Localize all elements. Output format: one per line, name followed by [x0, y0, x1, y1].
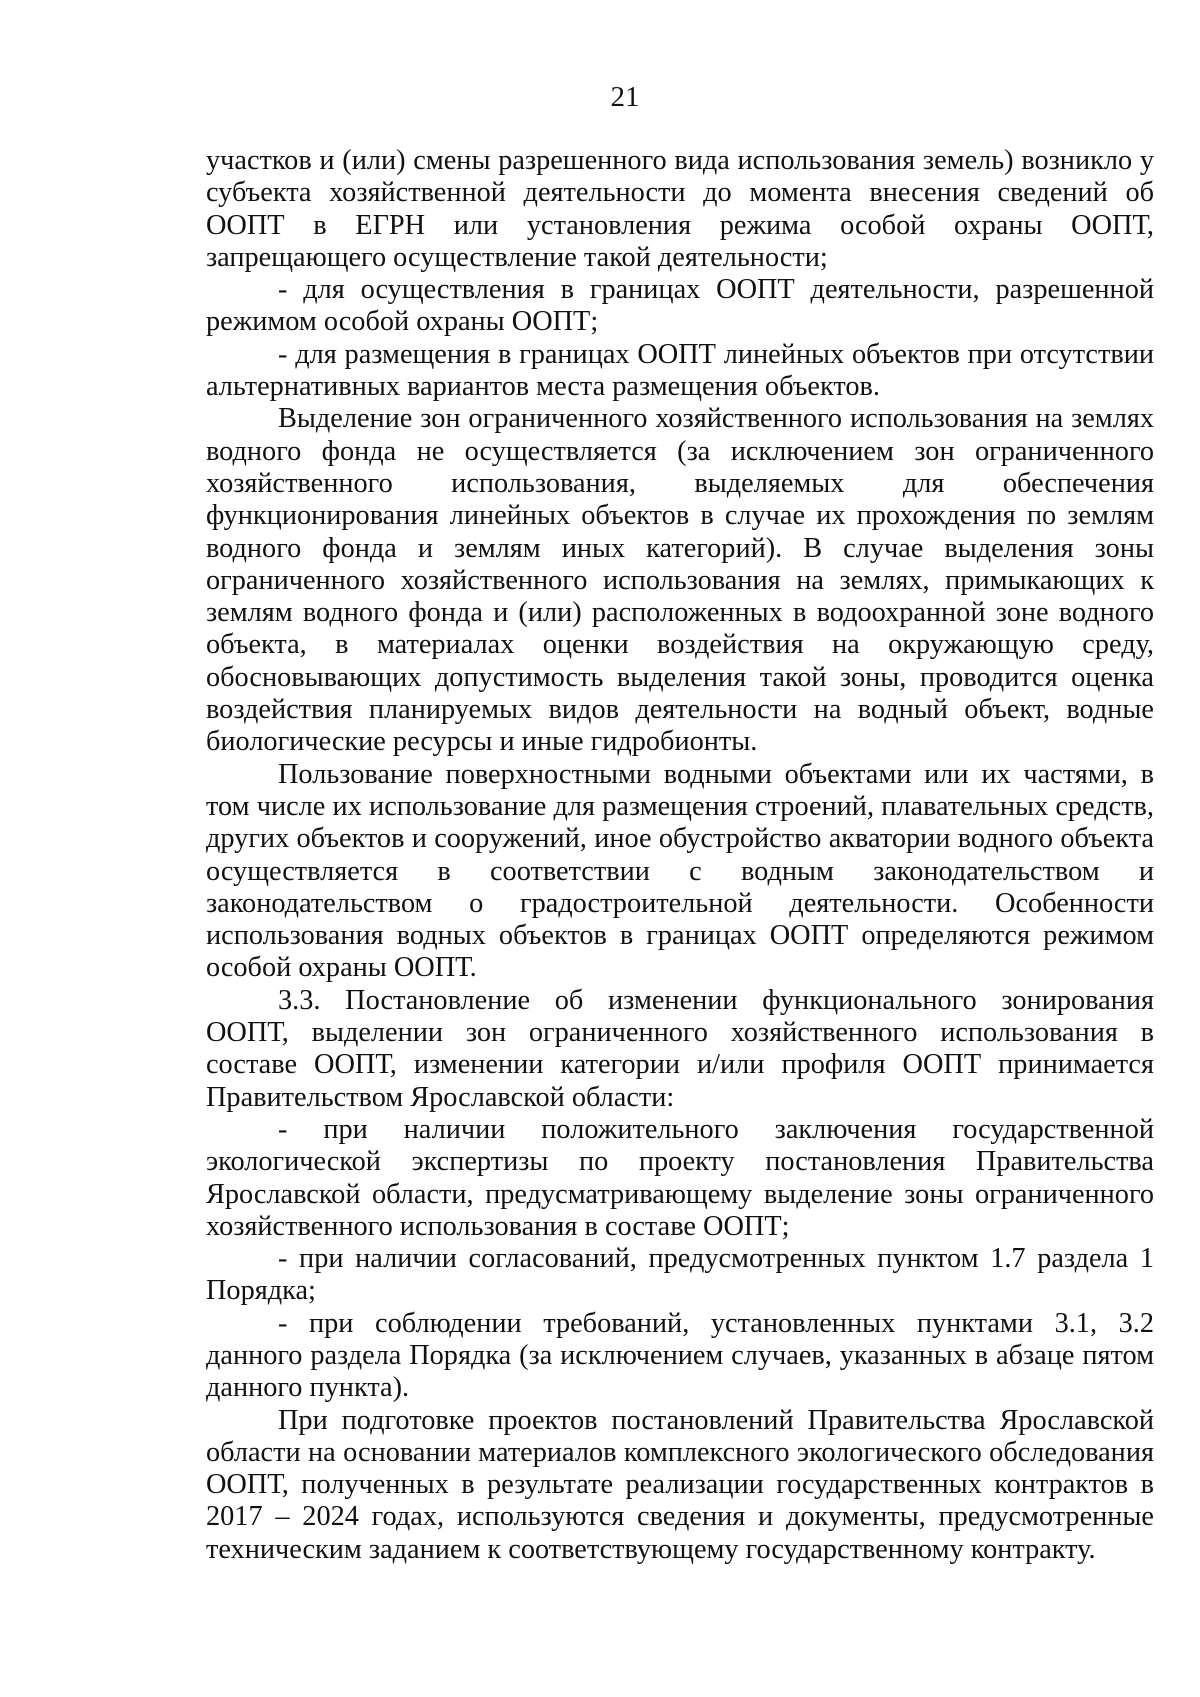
paragraph: Выделение зон ограниченного хозяйственного использования на землях водного фонда не осуществляется (за исключением зон ограниченного хозяйственного использования, выделяемых для обеспечения функционирования линейных объектов в случае их прохождения по землям водного фонда и землям иных категорий). В случае выделения зоны ограниченного хозяйственного использования на землях, примыкающих к землям водного фонда и (или) расположенных в водоохранной зоне водного объекта, в материалах оценки воздействия на окружающую среду, обосновывающих допустимость выделения такой зоны, проводится оценка воздействия планируемых видов деятельности на водный объект, водные биологические ресурсы и иные гидробионты. [206, 403, 1154, 758]
paragraph-list-item: - при соблюдении требований, установленных пунктами 3.1, 3.2 данного раздела Порядка (за исключением случаев, указанных в абзаце пятом данного пункта). [206, 1307, 1154, 1404]
paragraph-list-item: - для осуществления в границах ООПТ деятельности, разрешенной режимом особой охраны ООПТ; [206, 274, 1154, 338]
paragraph: При подготовке проектов постановлений Правительства Ярославской области на основании материалов комплексного экологического обследования ООПТ, полученных в результате реализации государственных контрактов в 2017 – 2024 годах, используются сведения и документы, предусмотренные техническим заданием к соответствующему государственному контракту. [206, 1404, 1154, 1565]
paragraph-continuation: участков и (или) смены разрешенного вида использования земель) возникло у субъекта хозяйственной деятельности до момента внесения сведений об ООПТ в ЕГРН или установления режима особой охраны ООПТ, запрещающего осуществление такой деятельности; [206, 145, 1154, 273]
document-body [206, 145, 1154, 1566]
paragraph: Пользование поверхностными водными объектами или их частями, в том числе их использование для размещения строений, плавательных средств, других объектов и сооружений, иное обустройство акватории водного объекта осуществляется в соответствии с водным законодательством и законодательством о градостроительной деятельности. Особенности использования водных объектов в границах ООПТ определяются режимом особой охраны ООПТ. [206, 758, 1154, 984]
paragraph-list-item: - при наличии положительного заключения государственной экологической экспертизы по проекту постановления Правительства Ярославской области, предусматривающему выделение зоны ограниченного хозяйственного использования в составе ООПТ; [206, 1113, 1154, 1242]
paragraph-list-item: - для размещения в границах ООПТ линейных объектов при отсутствии альтернативных вариантов места размещения объектов. [206, 338, 1154, 403]
paragraph-list-item: - при наличии согласований, предусмотренных пунктом 1.7 раздела 1 Порядка; [206, 1243, 1154, 1307]
page-number: 21 [610, 81, 640, 113]
paragraph-section-3-3: 3.3. Постановление об изменении функционального зонирования ООПТ, выделении зон ограниченного хозяйственного использования в составе ООПТ, изменении категории и/или профиля ООПТ принимается Правительством Ярославской области: [206, 984, 1154, 1113]
